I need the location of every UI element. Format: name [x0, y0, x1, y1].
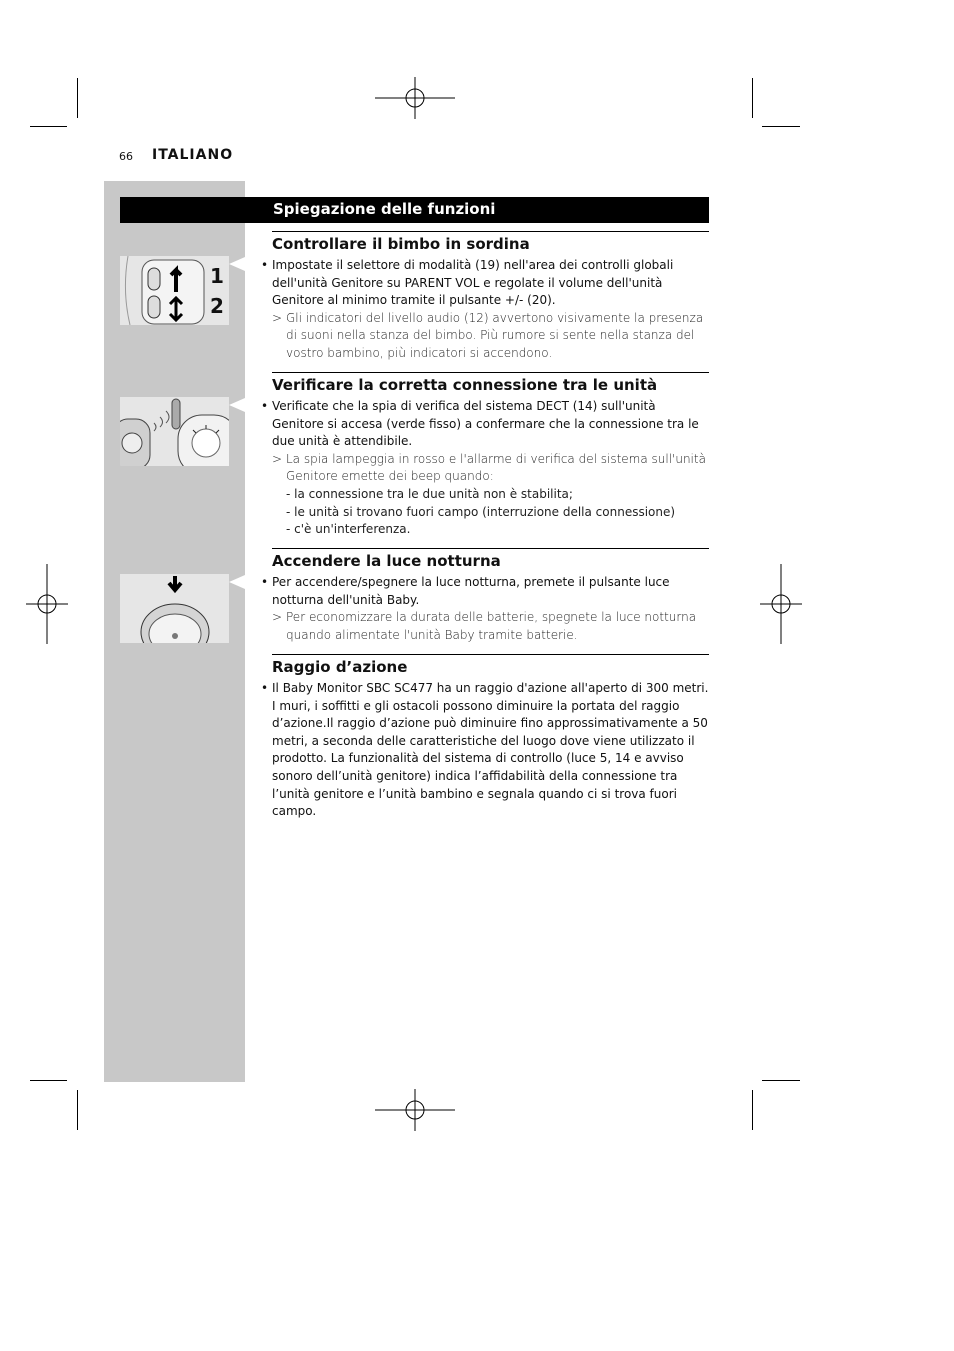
bullet-paragraph: • Verificate che la spia di verifica del sistema DECT (14) sull'unità Genitore si accesa (verde fisso) a confermare che la connessione tra le due unità è attendibile.	[261, 399, 699, 449]
crop-mark	[77, 78, 78, 118]
crop-mark	[762, 126, 800, 127]
crop-mark	[77, 1090, 78, 1130]
illustration-night-light	[120, 574, 229, 643]
section-title: Controllare il bimbo in sordina	[272, 235, 530, 253]
section-title: Verificare la corretta connessione tra le unità	[272, 376, 658, 394]
pointer-notch	[229, 398, 245, 412]
bullet-paragraph: • Per accendere/spegnere la luce notturna, premete il pulsante luce notturna dell'unità Baby.	[261, 575, 670, 607]
crop-mark	[762, 1080, 800, 1081]
result-paragraph: > Gli indicatori del livello audio (12) avvertono visivamente la presenza di suoni nella stanza del bimbo. Più rumore si sente nella stanza del vostro bambino, più indicatori si accendono.	[272, 310, 704, 360]
bullet-paragraph: • Il Baby Monitor SBC SC477 ha un raggio d'azione all'aperto di 300 metri. I muri, i soffitti e gli ostacoli possono diminuire la portata del raggio d’azione.Il raggio d’azione può diminuire fino approssimativamente a 50 metri, a seconda delle caratteristiche del luogo dove viene utilizzato il prodotto. La funzionalità del sistema di controllo (luce 5, 14 e avviso sonoro dell’unità genitore) indica l’affidabilità della connessione tra l’unità genitore e l’unità bambino e segnala quando ci si trova fuori campo.	[261, 681, 709, 819]
registration-mark-bottom	[375, 1089, 455, 1131]
section-title: Raggio d’azione	[272, 658, 408, 676]
section-night-light	[261, 548, 709, 644]
language-heading: ITALIANO	[152, 147, 234, 163]
pointer-notch	[229, 575, 245, 589]
step-label-2: 2	[210, 294, 224, 318]
registration-mark-top	[375, 77, 455, 119]
night-light-illustration	[120, 574, 229, 643]
crop-mark	[752, 78, 753, 118]
illustration-dect-connection	[120, 397, 229, 466]
dash-item: - la connessione tra le due unità non è stabilita;	[286, 486, 573, 501]
section-title: Accendere la luce notturna	[272, 552, 501, 570]
dash-item: - c'è un'interferenza.	[286, 522, 411, 537]
result-paragraph: > Per economizzare la durata delle batterie, spegnete la luce notturna quando alimentate l'unità Baby tramite batterie.	[272, 610, 697, 642]
registration-mark-left	[26, 564, 68, 644]
section-verify-connection	[261, 372, 709, 539]
page-number: 66	[119, 150, 133, 163]
crop-mark	[30, 126, 67, 127]
section-monitor-silent	[261, 231, 709, 363]
step-label-1: 1	[210, 264, 224, 288]
banner-title: Spiegazione delle funzioni	[273, 200, 496, 218]
pointer-notch	[229, 257, 245, 271]
result-paragraph: > La spia lampeggia in rosso e l'allarme di verifica del sistema sull'unità Genitore emette dei beep quando:	[272, 451, 706, 484]
dect-illustration	[120, 397, 229, 466]
dash-item: - le unità si trovano fuori campo (interruzione della connessione)	[286, 504, 676, 519]
crop-mark	[752, 1090, 753, 1130]
section-banner	[120, 197, 709, 223]
registration-mark-right	[760, 564, 802, 644]
section-range	[261, 654, 709, 821]
crop-mark	[30, 1080, 67, 1081]
bullet-paragraph: • Impostate il selettore di modalità (19) nell'area dei controlli globali dell'unità Genitore su PARENT VOL e regolate il volume dell'unità Genitore al minimo tramite il pulsante +/- (20).	[261, 258, 674, 308]
